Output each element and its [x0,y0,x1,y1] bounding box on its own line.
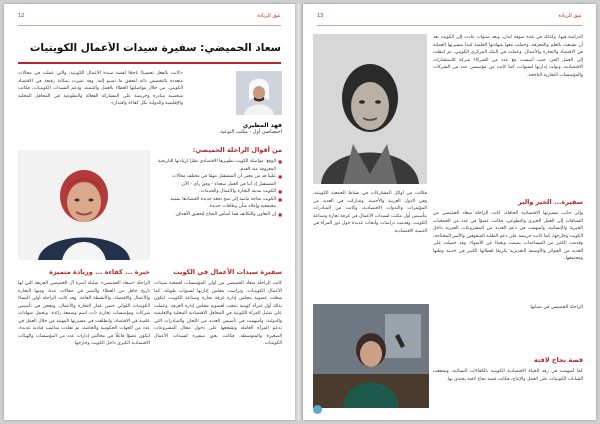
bottom-heading: قصة نجاح لافتة [533,356,583,364]
author-name: فهد المطيري [242,122,282,129]
office-photo [313,304,429,408]
right-page [303,4,596,420]
left-upper-text: فكانت من أوائل المشاركات في نشاط الجمعية الكويتية، وفي الدول العربية والأجنبية، وشاركت في العديد من المؤتمرات والندوات الاقتصادية، وكانت من المبادرات بتأسيس أول مكتب لسيدات الأعمال في غرفة تجارة وصناعة الكويت، وقدمت دراسات وأبحاث عديدة حول دور المرأة في التنمية الاقتصادية. [313,191,427,234]
magazine-name: عبق الريادة [257,13,281,19]
right-column-heading: سفيرة سيدات الأعمال في الكويت [173,268,282,276]
quote-item: ■ الوقع: مواصلة الكويت تطويرها الاقتصادي نظرًا لريادتها التاريخية المعروفة منذ القدم. [154,158,276,173]
article-title: سعاد الحميضي: سفيرة سيدات الأعمال الكويتيات [29,42,281,54]
title-divider [18,62,281,64]
author-credit [190,122,282,135]
page-number: 12 [18,13,25,19]
left-column-heading: خبرة ... كفاءة ... وريادة متميزة [49,268,150,276]
middle-heading: سفيرة... الخير والبر [518,198,583,206]
bottom-caption: الراحلة الحميضي في شبابها [530,305,583,310]
quote-item: ■ الكويت مدينة التجارة والأعمال والخدمات. [154,188,276,196]
magazine-name: عبق الريادة [558,13,582,19]
left-column-text: الراحلة «سعاد الحميضي» سليلة أسرة آل الحميضي العريقة التي لها تاريخ حافل من العطاء والتميز في مجالات عدة، ومنها التجارة والأعمال والاقتصاد، والأنشطة العامة. وقد كانت الراحلة أولى النساء الكويتيات اللواتي خضن غمار التجارة والأعمال، ونجحن في تأسيس شركات ومؤسسات تجارية ذات اسم وسمعة رائدة. وتحمل شهادات علمية في الاقتصاد، وانطلقت في مسيرتها المهنية من خلال العمل في عدد من الجهات الحكومية والخاصة، ثم تقلدت مناصب قيادية عديدة، لتكون عضوًا فاعلًا في مجالس إدارات عدد من المؤسسات والهيئات الاقتصادية الكبرى داخل الكويت وخارجها. [18,281,150,346]
quote-item: ■ الكويت بحاجة ماسة إلى منح دفعة جديدة لاقتصادها بتنمية مجتمعية وإعلاء شأن وطاقات جديدة. [154,196,276,211]
left-page [4,4,295,420]
quote-item: ■ إن التعاون والتكاتف هما أساس النجاح لتحقيق الأهداف. [154,211,276,219]
bottom-paragraph: كما أسهمت في رفد الحياة الاقتصادية الكويتية بالكفاءات النسائية، وشجعت الشابات الكويتيات على العمل والإنتاج، فكانت قصة نجاح لافتة يحتذى بها. [433,369,583,382]
page-gutter [295,4,303,420]
author-role: اختصاصي أول - مكتب التوعية [220,129,282,135]
quotes-list [154,158,282,218]
middle-paragraph: وإلى جانب مسيرتها الاقتصادية الحافلة، كانت الراحلة سعاد الحميضي من السباقات إلى العمل الخيري والتطوعي، فكانت عضوًا في عدد من الجمعيات الخيرية والإنسانية، وأسهمت في دعم العديد من المشروعات الخيرية داخل الكويت وخارجها، كما كانت حريصة على دعم الطلبة المتفوقين والأسر المحتاجة، وقدمت الكثير من المساعدات بصمت وبعيدًا عن الأضواء. وقد حصلت على العديد من الجوائز والأوسمة التقديرية تكريمًا لعطائها الكبير في خدمة وطنها ومجتمعها. [433,211,583,261]
page-number: 13 [317,13,324,19]
page-header [317,13,582,23]
top-paragraph: الدراسة فيها، وكذلك في بلدة صوفة لبنان، وبعد سنوات عادت إلى الكويت بعد أن تشبعت بالعلم والمعرفة، وحملت معها شهادتها العلمية لتبدأ مسيرتها العملية في الاقتصاد والتجارة والأعمال. وعملت في البنك المركزي الكويتي، ثم انتقلت إلى العمل الحر، حيث أسست مع عدد من الشركاء شركة للاستشارات الاقتصادية، وتولت إدارتها لسنوات، كما كانت من مؤسسي عدد من الشركات والمؤسسات التجارية الناجحة. [433,35,583,78]
intro-paragraph: «كانت بالفعل تجسيدًا ناجحًا لقصة سيدة الأعمال الكويتية، والتي عملت في مجالات متعددة بالتخصص ذاته لتحقق ما تصبو إليه. وقد تميزت بمكانة رفيعة في الاقتصاد الكويتي، من خلال مواصلتها العطاء بالعمل والتنمية، ودعم السيدات الكويتيات، فكانت شخصية مبادرة وحريصة على المشاركة الفعالة والتطوعية في المحافل المحلية والإقليمية والدولية بكل كفاءة واقتدار». [18,71,183,106]
author-photo [236,71,282,115]
vintage-portrait-photo [313,34,427,184]
quote-item: ■ علينا قد من معنى أن المستقبل مهمًا في مختلف مجالات المستقبل إذ أننا في العمل سعداء - وفق رأي - الآن. [154,173,276,188]
page-header [18,13,281,23]
quotes-heading: من أقوال الراحلة الحميضي: [192,146,282,154]
header-rule [317,25,582,26]
portrait-photo [18,150,150,260]
right-column-text: كانت الراحلة سعاد الحميضي من أولى المؤسسات لجمعية سيدات الأعمال الكويتيات، وترأست مجلس إدارتها لسنوات طويلة، كما شغلت عضوية مجلس إدارة غرفة تجارة وصناعة الكويت، لتكون بذلك أول امرأة كويتية تنتخب لعضوية مجلس إدارة الغرفة. وعملت على تمثيل المرأة الكويتية في المحافل الاقتصادية المحلية والإقليمية والدولية، وأسهمت في تأسيس العديد من اللجان والمبادرات التي تدعم المرأة العاملة وتشجعها على دخول مجال المشروعات الصغيرة والمتوسطة، فكانت بحق سفيرة لسيدات الأعمال الكويتيات. [154,281,282,346]
header-rule [18,25,281,26]
page-marker-icon [313,405,322,414]
